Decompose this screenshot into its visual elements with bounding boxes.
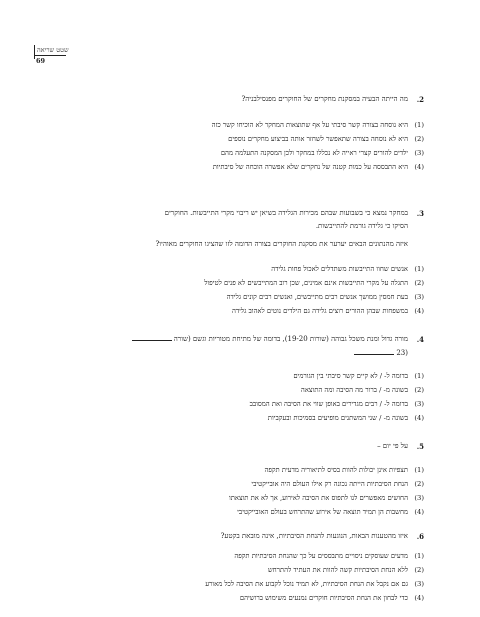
question-number: .2 [416,95,424,104]
option-text: בדומה ל- / רבים מגדירים באופן שווי את הסיבה ואת המסובב [249,400,408,408]
option-text: התגלה על מקרי התייבשות אינם אמינים, שכן רוב המתייבשים לא פנים לטיפול [204,279,408,287]
header-rule [34,55,66,56]
option-text: במשפחות שבהן ההורים רוצים גלידה גם הילדים נוטים לאהוב גלידה [231,307,408,315]
option-number: (2) [414,480,424,488]
option-text: ללא הנחת הסיבתיות קשה להוות את העתיד להתרחש [267,566,408,574]
question-stem-text: מורה גדול ומנת משכל גבוהה (שורות 19-20), בדומה של מתיחת מטוריות וגשם (שורה [173,335,408,343]
page-number: 69 [36,57,46,65]
option-number: (1) [414,466,424,474]
header-rule-vertical [34,45,35,59]
option-number: (1) [414,121,424,129]
option-number: (3) [414,293,424,301]
option-number: (1) [414,552,424,560]
option-number: (4) [414,508,424,516]
question-stem-text: (23 [396,349,408,357]
option-text: החושים מאפשרים לנו לתפוס את הסיבה לאירוע, אך לא את תוצאתו [229,494,408,502]
question-stem: איזו מהטענות הבאות, הנוגעות להנחת הסיבתיות, אינה מובאת בקטע? [220,532,408,540]
question-stem: מה הייתה הבעיה במסקנת מחקרים של החוקרים מפנסילבניה? [241,95,408,103]
fill-in-blank [132,340,172,341]
option-text: ילדים להורים קצרי ראייה לא נכללו במחקר ולכן המסקנה התעלמה מהם [220,149,408,157]
question-stem: איזה מהנתונים הבאים יערער את מסקנת החוקרים בצורה הדומה לזו שהציגו החוקרים מאוהיו? [155,240,408,248]
option-text: היא נוסחה בצורה קשר סיבתי על אף שתוצאות המחקר לא הוכיחו קשר כזה [211,121,408,129]
option-number: (4) [414,163,424,171]
option-number: (3) [414,400,424,408]
question-stem [78,335,408,344]
option-text: בשונה מ- / שני המשתנים מופיעים בסמיכות ובעקביות [267,414,408,422]
option-text: כדי לבחון את הנחת הסיבתיות חוקרים נמנעים משימוש ברושיהם [239,594,408,602]
question-number: .6 [416,532,424,541]
question-number: .5 [416,442,424,451]
option-number: (4) [414,414,424,422]
option-number: (4) [414,594,424,602]
option-text: היא התבססה על כמות קטנה של נחקרים שלא אפשרה הוכחה של סיבתיות [212,163,408,171]
option-text: אנשים שחוו התייבשות משתדלים לאכול פחות גלידה [271,265,408,273]
option-number: (2) [414,279,424,287]
header-title: שטט שריאה [37,46,69,54]
option-text: תצפיות אינן יכולות להוות בסיס לתיאוריה מדעית תקפה [264,466,408,474]
question-stem-continuation [78,349,408,358]
option-text: הנחת הסיבתיות הייתה נכונה רק אילו העולם היה אובייקטיבי [251,480,408,488]
option-number: (3) [414,580,424,588]
option-text: מדעים שעוסקים ניסויים מתבססים על כך שהנחת הסיבתיות תקפה [234,552,408,560]
question-stem: במחקר נמצא כי בשבועות שבהם מכירות הגלידה בשיאן יש ריבוי מקרי התייבשות. החוקרים [164,209,408,217]
option-text: בשונה מ- / ברור מה הסיבה ומה התוצאה [300,386,408,394]
option-text: בעת חמסין ממושך אנשים רבים מתייבשים, ואנשים רבים קונים גלידה [226,293,408,301]
option-number: (2) [414,386,424,394]
question-number: .4 [416,335,424,344]
option-number: (4) [414,307,424,315]
question-stem: הסיקו כי גלידה גורמת להתייבשות. [315,222,408,230]
option-number: (2) [414,566,424,574]
option-text: גם אם נקבל את הנחת הסיבתיות, לא תמיד נוכל לקבוע את הסיבה לכל מאורע [205,580,408,588]
option-text: בדומה ל- / לא קיים קשר סיבתי בין הגורמים [293,372,408,380]
option-number: (3) [414,149,424,157]
option-number: (1) [414,372,424,380]
option-number: (2) [414,135,424,143]
question-number: .3 [416,209,424,218]
question-stem: על פי יום – [377,442,408,450]
option-text: היא לא נוסחה בצורה שתאפשר לשחזר אותה בביצוע מחקרים נוספים [228,135,408,143]
option-text: מחשבות הן תמיד תוצאה של אירוע שהתרחש בעולם האובייקטיבי [237,508,408,516]
fill-in-blank [354,354,394,355]
option-number: (3) [414,494,424,502]
option-number: (1) [414,265,424,273]
